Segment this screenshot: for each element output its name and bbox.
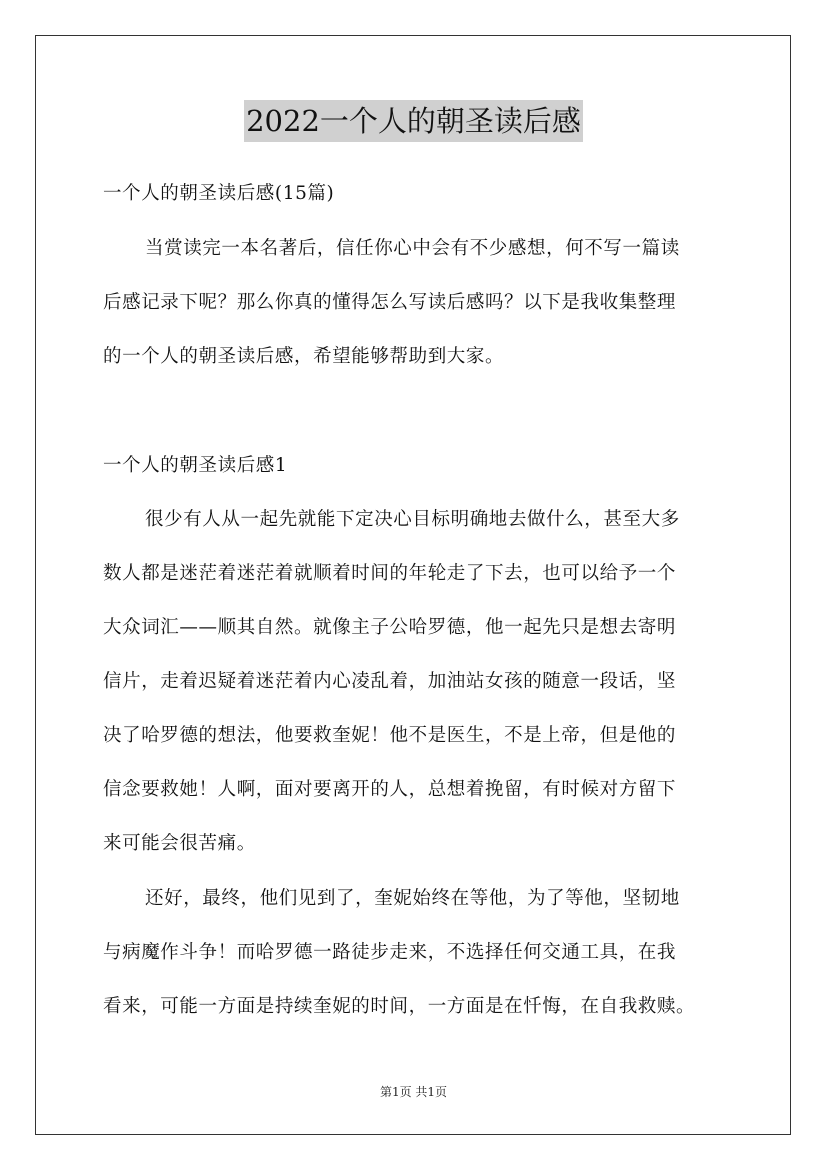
paragraph-line: 很少有人从一起先就能下定决心目标明确地去做什么，甚至大多 (145, 509, 680, 530)
paragraph-line: 数人都是迷茫着迷茫着就顺着时间的年轮走了下去，也可以给予一个 (103, 563, 677, 584)
document-subtitle: 一个人的朝圣读后感(15篇) (103, 183, 335, 204)
section-heading: 一个人的朝圣读后感1 (103, 455, 288, 476)
intro-line: 后感记录下呢？那么你真的懂得怎么写读后感吗？以下是我收集整理 (103, 292, 677, 313)
title-wrap (0, 100, 827, 142)
paragraph-line: 大众词汇——顺其自然。就像主子公哈罗德，他一起先只是想去寄明 (103, 617, 677, 638)
paragraph-line: 信念要救她！人啊，面对要离开的人，总想着挽留，有时候对方留下 (103, 779, 677, 800)
page-footer: 第1页 共1页 (379, 1085, 448, 1099)
paragraph-line: 来可能会很苦痛。 (103, 833, 256, 854)
intro-line: 当赏读完一本名著后，信任你心中会有不少感想，何不写一篇读 (145, 238, 680, 259)
document-title: 2022一个人的朝圣读后感 (244, 100, 583, 142)
paragraph-line: 与病魔作斗争！而哈罗德一路徒步走来，不选择任何交通工具，在我 (103, 942, 677, 963)
paragraph-line: 决了哈罗德的想法，他要救奎妮！他不是医生，不是上帝，但是他的 (103, 725, 677, 746)
paragraph-line: 信片，走着迟疑着迷茫着内心凌乱着，加油站女孩的随意一段话，坚 (103, 671, 677, 692)
paragraph-line: 看来，可能一方面是持续奎妮的时间，一方面是在忏悔，在自我救赎。 (103, 996, 696, 1017)
intro-line: 的一个人的朝圣读后感，希望能够帮助到大家。 (103, 346, 505, 367)
paragraph-line: 还好，最终，他们见到了，奎妮始终在等他，为了等他，坚韧地 (145, 888, 680, 909)
